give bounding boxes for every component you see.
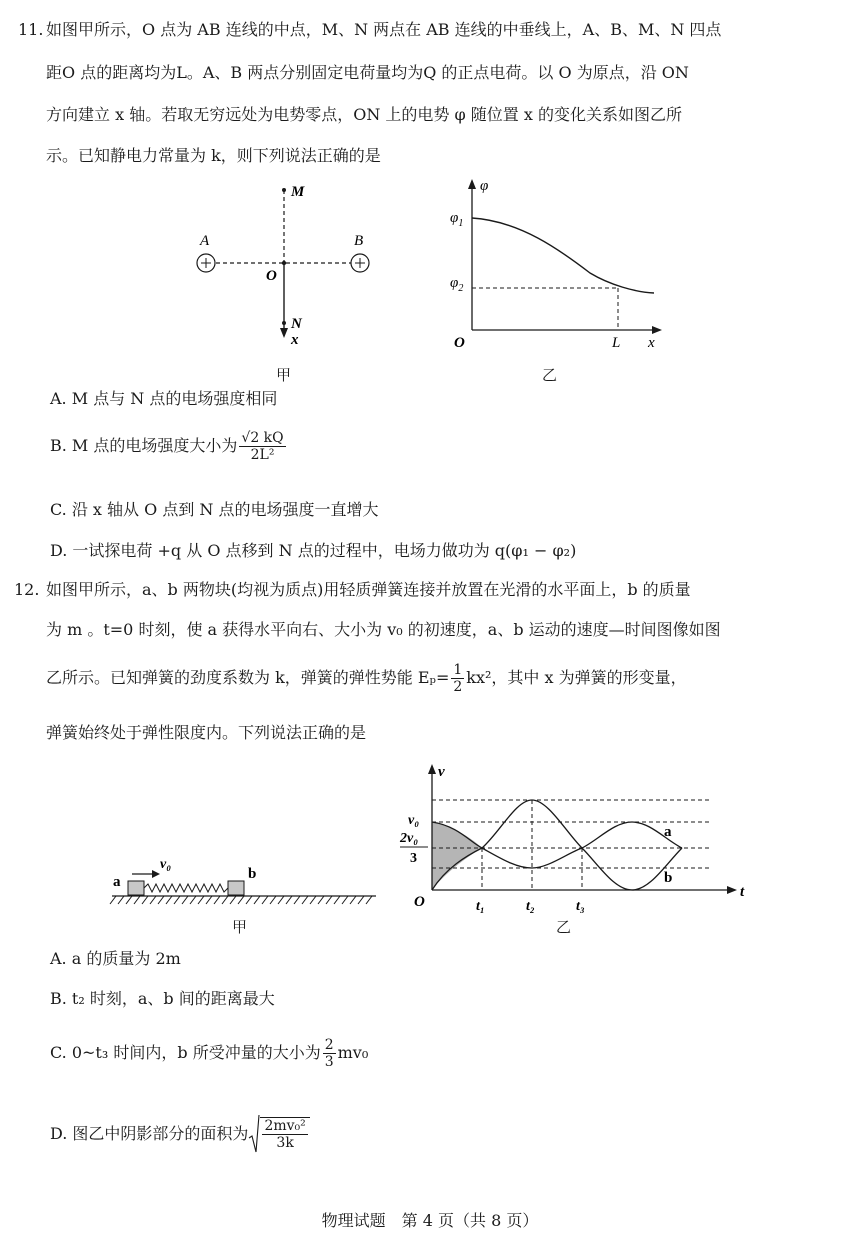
question-11-line-2: 距O 点的距离均为L。A、B 两点分别固定电荷量均为Q 的正点电荷。以 O 为原点，沿 ON (46, 63, 689, 82)
question-11-number: 11. (18, 20, 44, 39)
q12-option-D-radicand (260, 1117, 309, 1151)
question-11-line-4: 示。已知静电力常量为 k，则下列说法正确的是 (46, 146, 381, 165)
two-thirds-num: 2v₀ (400, 831, 419, 846)
block-b-label: b (248, 866, 257, 882)
t2-label: t₂ (526, 899, 535, 914)
q12-figure-jia (108, 848, 380, 910)
label-x: x (291, 332, 299, 348)
L-label: L (612, 335, 621, 351)
q11-figure-jia (190, 178, 380, 353)
q12-option-D-denominator: 3k (276, 1135, 294, 1151)
v0-level-label: v₀ (408, 813, 420, 828)
origin-label-q12: O (414, 894, 425, 910)
q12-caption-jia: 甲 (232, 918, 248, 936)
question-12-line-3 (46, 660, 687, 696)
label-A: A (200, 233, 210, 249)
label-O: O (266, 268, 277, 284)
t1-label: t₁ (476, 899, 485, 914)
two-thirds-den: 3 (410, 851, 417, 866)
label-M: M (291, 184, 305, 200)
q12-option-C-unit: mv₀ (337, 1043, 369, 1062)
energy-fraction-num: 1 (453, 661, 463, 678)
origin-label: O (454, 335, 465, 351)
q11-option-A: A. M 点与 N 点的电场强度相同 (50, 389, 278, 408)
question-11-line-3: 方向建立 x 轴。若取无穷远处为电势零点，ON 上的电势 φ 随位置 x 的变化关系如图乙所 (46, 105, 682, 124)
question-12-energy-fraction (451, 662, 464, 695)
q12-option-B: B. t₂ 时刻，a、b 间的距离最大 (50, 989, 275, 1008)
q11-option-C: C. 沿 x 轴从 O 点到 N 点的电场强度一直增大 (50, 500, 379, 519)
question-12-line-3-post: kx²，其中 x 为弹簧的形变量， (466, 668, 687, 687)
q12-option-D (50, 1112, 310, 1156)
curve-a-label: a (664, 824, 672, 840)
block-b (228, 881, 244, 895)
q11-option-D: D. 一试探电荷 +q 从 O 点移到 N 点的过程中，电场力做功为 q(φ₁ − φ₂) (50, 541, 577, 560)
phi1-label: $\varphi_1$ (450, 210, 464, 229)
label-B: B (354, 233, 364, 249)
q12-option-A: A. a 的质量为 2m (50, 949, 181, 968)
question-11-line-1: 如图甲所示，O 点为 AB 连线的中点，M、N 两点在 AB 连线的中垂线上，A、B、M、N 四点 (46, 20, 722, 39)
axis-v-label: v (438, 764, 445, 780)
block-a (128, 881, 144, 895)
question-12-line-2: 为 m 。t=0 时刻，使 a 获得水平向右、大小为 v₀ 的初速度，a、b 运动的速度—时间图像如图 (46, 620, 721, 639)
q12-option-C-text: C. 0~t₃ 时间内，b 所受冲量的大小为 (50, 1043, 321, 1062)
sqrt-sign-icon (248, 1114, 260, 1154)
axis-t-label: t (740, 884, 745, 900)
q11-figure-yi (440, 175, 670, 355)
q12-option-D-numerator: 2mv₀² (264, 1118, 306, 1134)
q11-option-B-text: B. M 点的电场强度大小为 (50, 436, 238, 455)
curve-b-label: b (664, 870, 673, 886)
q12-option-D-sqrt (248, 1114, 309, 1154)
q12-figure-yi (388, 758, 750, 928)
block-a-label: a (113, 874, 121, 890)
q12-option-D-text: D. 图乙中阴影部分的面积为 (50, 1124, 249, 1143)
q12-option-C-fraction (323, 1037, 336, 1070)
q12-option-D-fraction (262, 1118, 307, 1151)
page-footer: 物理试题 第 4 页（共 8 页） (321, 1211, 539, 1230)
q12-option-C-numerator: 2 (324, 1036, 334, 1053)
q12-caption-yi: 乙 (556, 918, 572, 936)
q11-option-B-fraction (239, 430, 285, 463)
q11-option-B (50, 428, 288, 464)
label-N: N (291, 316, 302, 332)
q12-option-C (50, 1035, 368, 1071)
q11-caption-yi: 乙 (542, 366, 558, 384)
axis-phi-label: φ (480, 178, 489, 194)
q11-option-B-denominator: 2L² (250, 446, 275, 463)
axis-x-label: x (648, 335, 655, 351)
q11-caption-jia: 甲 (276, 366, 292, 384)
phi2-label: $\varphi_2$ (450, 275, 464, 294)
q12-option-C-denominator: 3 (324, 1053, 334, 1070)
energy-fraction-den: 2 (453, 678, 463, 695)
t3-label: t₃ (576, 899, 585, 914)
q11-option-B-numerator: √2 kQ (241, 429, 284, 446)
question-12-line-3-pre: 乙所示。已知弹簧的劲度系数为 k，弹簧的弹性势能 Eₚ= (46, 668, 450, 687)
question-12-number: 12. (14, 580, 40, 599)
v0-label: v₀ (160, 857, 172, 872)
question-12-line-4: 弹簧始终处于弹性限度内。下列说法正确的是 (46, 723, 367, 742)
question-12-line-1: 如图甲所示，a、b 两物块(均视为质点)用轻质弹簧连接并放置在光滑的水平面上，b 的质量 (46, 580, 691, 599)
